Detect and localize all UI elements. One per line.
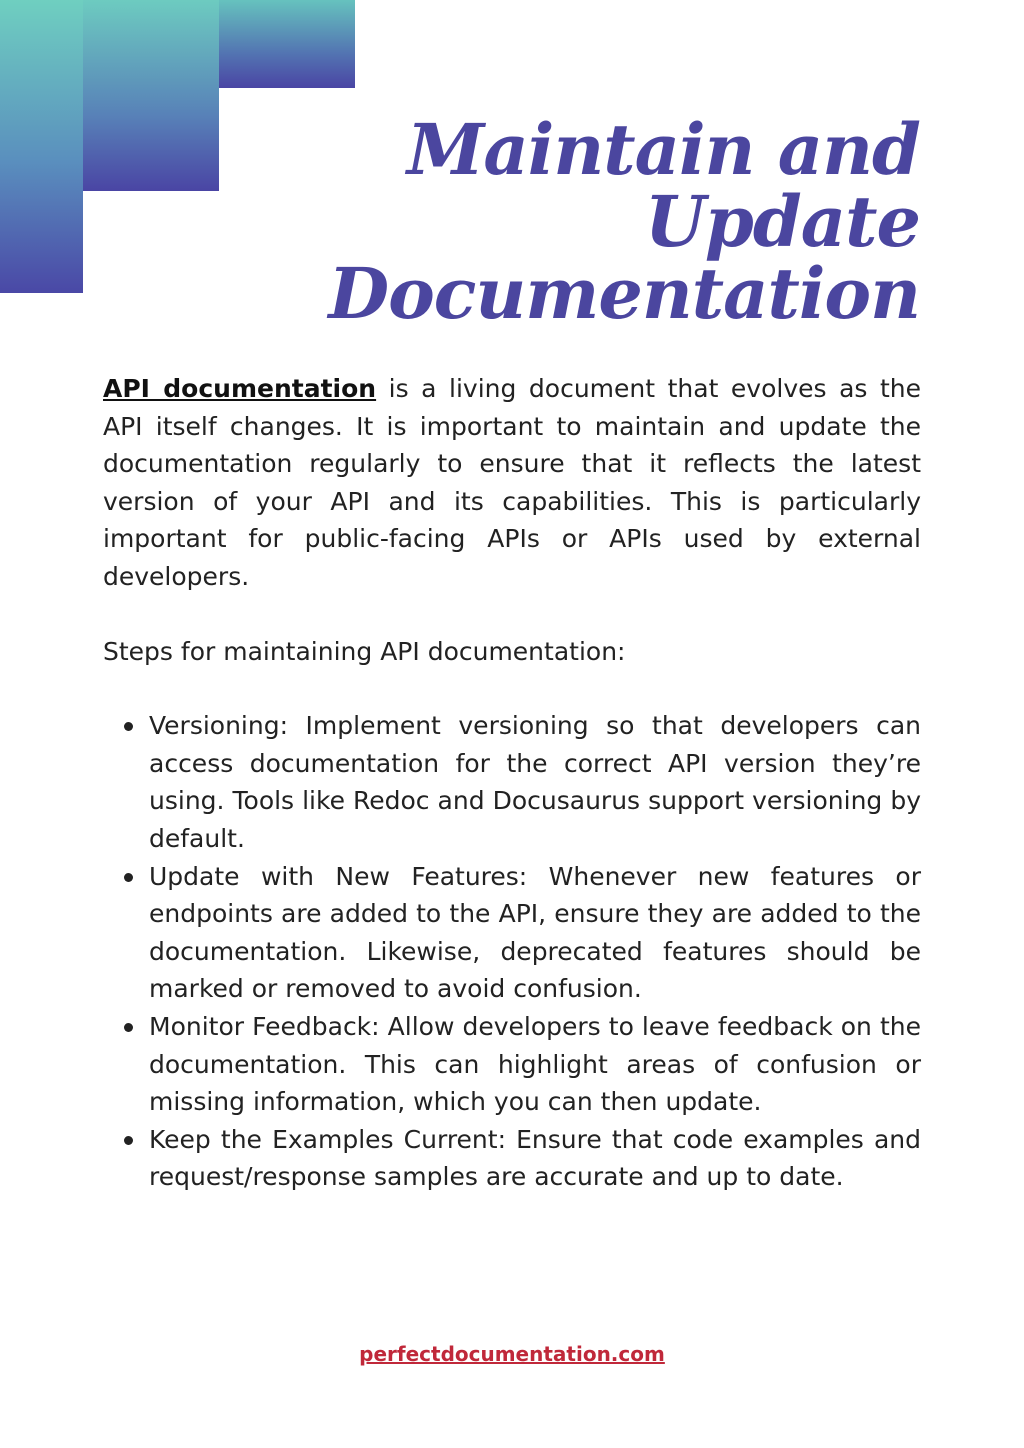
- list-item: [103, 858, 921, 1008]
- list-item: [103, 707, 921, 857]
- list-item-text: Update with New Features: Whenever new features or endpoints are added to the API, ensure they are added to the documentation. Likewise, deprecated features should be marked or removed to avoid confusion.: [149, 861, 921, 1004]
- steps-heading: Steps for maintaining API documentation:: [103, 636, 626, 666]
- page-title-line-2: Update: [644, 180, 920, 263]
- bullet-icon: [124, 1136, 133, 1145]
- intro-lead-link[interactable]: API documentation: [103, 374, 377, 403]
- footer-link[interactable]: perfectdocumentation.com: [359, 1342, 665, 1366]
- list-item-text: Monitor Feedback: Allow developers to leave feedback on the documentation. This can highlight areas of confusion or missing information, which you can then update.: [149, 1011, 921, 1117]
- decorative-block-right: [219, 0, 355, 88]
- intro-paragraph: [103, 370, 921, 596]
- page-title-line-3: Documentation: [328, 252, 920, 335]
- intro-text: is a living document that evolves as the API itself changes. It is important to maintain and update the documentation regularly to ensure that it reflects the latest version of your API and its capabilities. This is particularly important for public-facing APIs or APIs used by external developers.: [103, 374, 922, 591]
- page-title: [280, 108, 920, 335]
- main-content: [103, 370, 921, 1196]
- bullet-icon: [124, 722, 133, 731]
- bullet-icon: [124, 1023, 133, 1032]
- list-item: [103, 1008, 921, 1121]
- list-item-text: Keep the Examples Current: Ensure that code examples and request/response samples are accurate and up to date.: [149, 1124, 921, 1192]
- bullet-icon: [124, 873, 133, 882]
- list-item: [103, 1121, 921, 1196]
- steps-list: [103, 707, 921, 1196]
- page-title-line-1: Maintain and: [406, 108, 920, 191]
- decorative-block-middle: [83, 0, 219, 191]
- decorative-block-left: [0, 0, 83, 293]
- list-item-text: Versioning: Implement versioning so that developers can access documentation for the correct API version they’re using. Tools like Redoc and Docusaurus support versioning by default.: [149, 711, 921, 853]
